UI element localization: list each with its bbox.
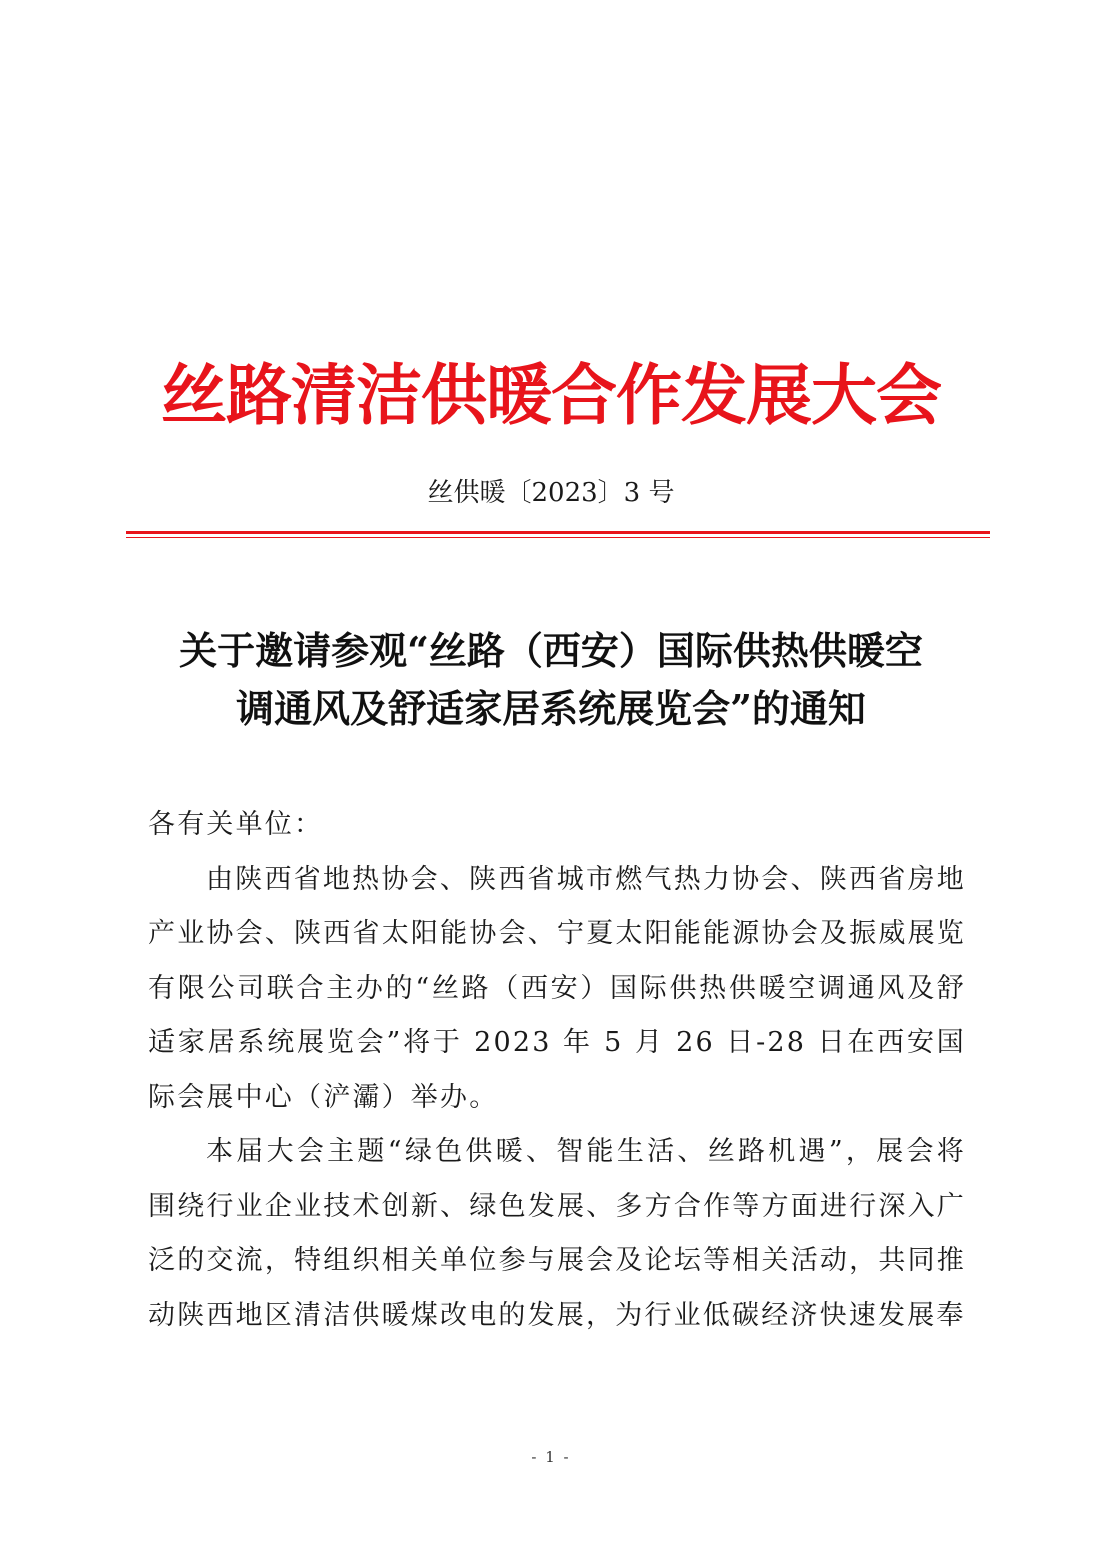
body-paragraph-2: 本届大会主题“绿色供暖、智能生活、丝路机遇”，展会将围绕行业企业技术创新、绿色发展、多方合作等方面进行深入广泛的交流，特组织相关单位参与展会及论坛等相关活动，共同推动陕西地区清洁供暖煤改电的发展，为行业低碳经济快速发展奉 [148,1136,966,1331]
red-divider-thin [126,537,990,538]
notice-title-line-2: 调通风及舒适家居系统展览会”的通知 [236,686,866,731]
page-number: - 1 - [531,1448,571,1466]
body-paragraph-1: 由陕西省地热协会、陕西省城市燃气热力协会、陕西省房地产业协会、陕西省太阳能协会、宁夏太阳能能源协会及振威展览有限公司联合主办的“丝路（西安）国际供热供暖空调通风及舒适家居系统展览会”将于 2023 年 5 月 26 日-28 日在西安国际会展中心（浐灞）举办。 [148,863,966,1113]
organization-title: 丝路清洁供暖合作发展大会 [161,356,941,434]
red-divider-thick [126,531,990,534]
notice-body [148,798,966,1343]
notice-title [120,622,982,738]
notice-title-line-1: 关于邀请参观“丝路（西安）国际供热供暖空 [179,628,923,673]
document-number: 丝供暖〔2023〕3 号 [427,478,675,508]
salutation: 各有关单位： [148,809,324,840]
